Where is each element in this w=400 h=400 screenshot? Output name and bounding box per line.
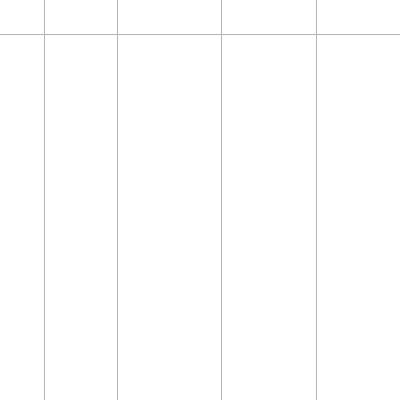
grid-line — [44, 0, 45, 400]
grid-line — [221, 0, 222, 400]
sheet-title-row — [0, 0, 400, 35]
grid-line — [117, 0, 118, 400]
grid-line — [316, 0, 317, 400]
